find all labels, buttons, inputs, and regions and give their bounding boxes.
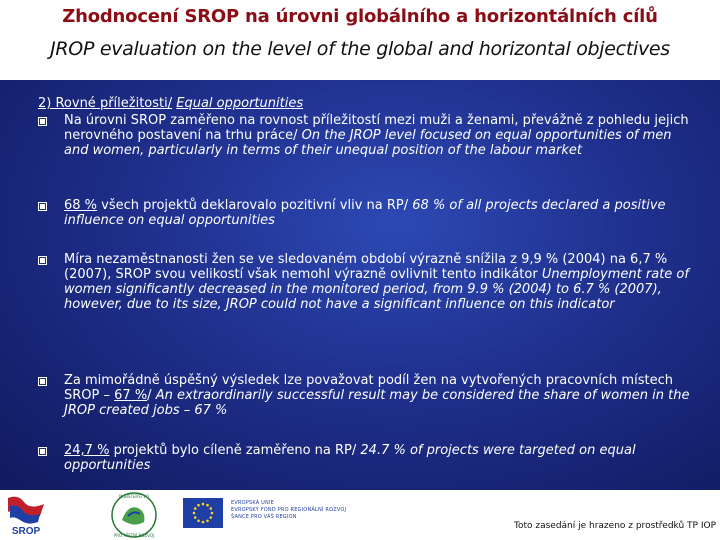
eu-line-2: EVROPSKÝ FOND PRO REGIONÁLNÍ ROZVOJ [231,507,347,513]
bullet-text-cz: Za mimořádně úspěšný výsledek lze považovat podíl žen na vytvořených pracovních místech SROP – [64,373,673,403]
bullet-item [38,373,698,418]
eu-line-1: EVROPSKÁ UNIE [231,500,275,506]
ministry-logo-top-text: MINISTERSTVO [119,494,149,499]
square-bullet-icon [38,256,47,265]
bullet-text-cz: projektů bylo cíleně zaměřeno na RP/ [113,443,357,458]
square-bullet-icon [38,202,47,211]
bullet-text-en: On the JROP level focused on equal opportunities of men and women, particularly in terms of their unequal position of the labour market [64,128,672,158]
bullet-item [38,113,698,158]
title-english: JROP evaluation on the level of the global and horizontal objectives [50,38,670,60]
bullet-text-en: 24.7 % of projects were targeted on equal opportunities [64,443,636,473]
bullet-text-cz: Na úrovni SROP zaměřeno na rovnost příležitostí mezi muži a ženami, převážně z pohledu jejich nerovného postavení na trhu práce/ [64,113,689,143]
square-bullet-icon [38,447,47,456]
section-heading-cz: 2) Rovné příležitosti/ [38,96,173,111]
bullet-text-en: An extraordinarily successful result may be considered the share of women in the JROP created jobs – 67 % [64,388,690,418]
bullet-text-en: 68 % of all projects declared a positive influence on equal opportunities [64,198,666,228]
square-bullet-icon [38,117,47,126]
eu-line-3: ŠANCE PRO VÁŠ REGION [231,514,297,520]
bullet-item [38,252,698,312]
section-heading [38,96,303,111]
srop-logo [4,492,48,538]
bullet-text-cz: Míra nezaměstnanosti žen se ve sledovaném období výrazně snížila z 9,9 % (2004) na 6,7 % (2007), SROP svou velikostí však nemohl výrazně ovlivnit tento indikátor [64,252,668,282]
slide-header [0,0,720,80]
bullet-item [38,198,698,228]
ministry-logo-bottom-text: PRO MÍSTNÍ ROZVOJ [113,533,155,538]
square-bullet-icon [38,377,47,386]
srop-logo-text: SROP [11,526,41,537]
bullet-text-en: Unemployment rate of women significantly decreased in the monitored period, from 9.9 % (2004) to 6.7 % (2007), however, due to its size, JROP could not have a significant influence on this indicator [64,267,689,312]
section-heading-en: Equal opportunities [176,96,304,111]
bullet-item [38,443,698,473]
eu-flag-icon [183,498,223,528]
funding-note: Toto zasedání je hrazeno z prostředků TP IOP [513,521,716,531]
eu-fund-text [231,500,376,521]
bullet-text-cz-suffix: / [147,388,152,403]
bullet-highlight: 68 % [64,198,98,213]
ministry-logo [108,490,160,540]
bullet-highlight: 67 % [114,388,148,403]
bullet-highlight: 24,7 % [64,443,110,458]
bullet-text-cz: všech projektů deklarovalo pozitivní vliv na RP/ [101,198,409,213]
eu-fund-block [183,498,373,530]
slide-footer [0,490,720,540]
title-czech: Zhodnocení SROP na úrovni globálního a horizontálních cílů [62,6,658,27]
